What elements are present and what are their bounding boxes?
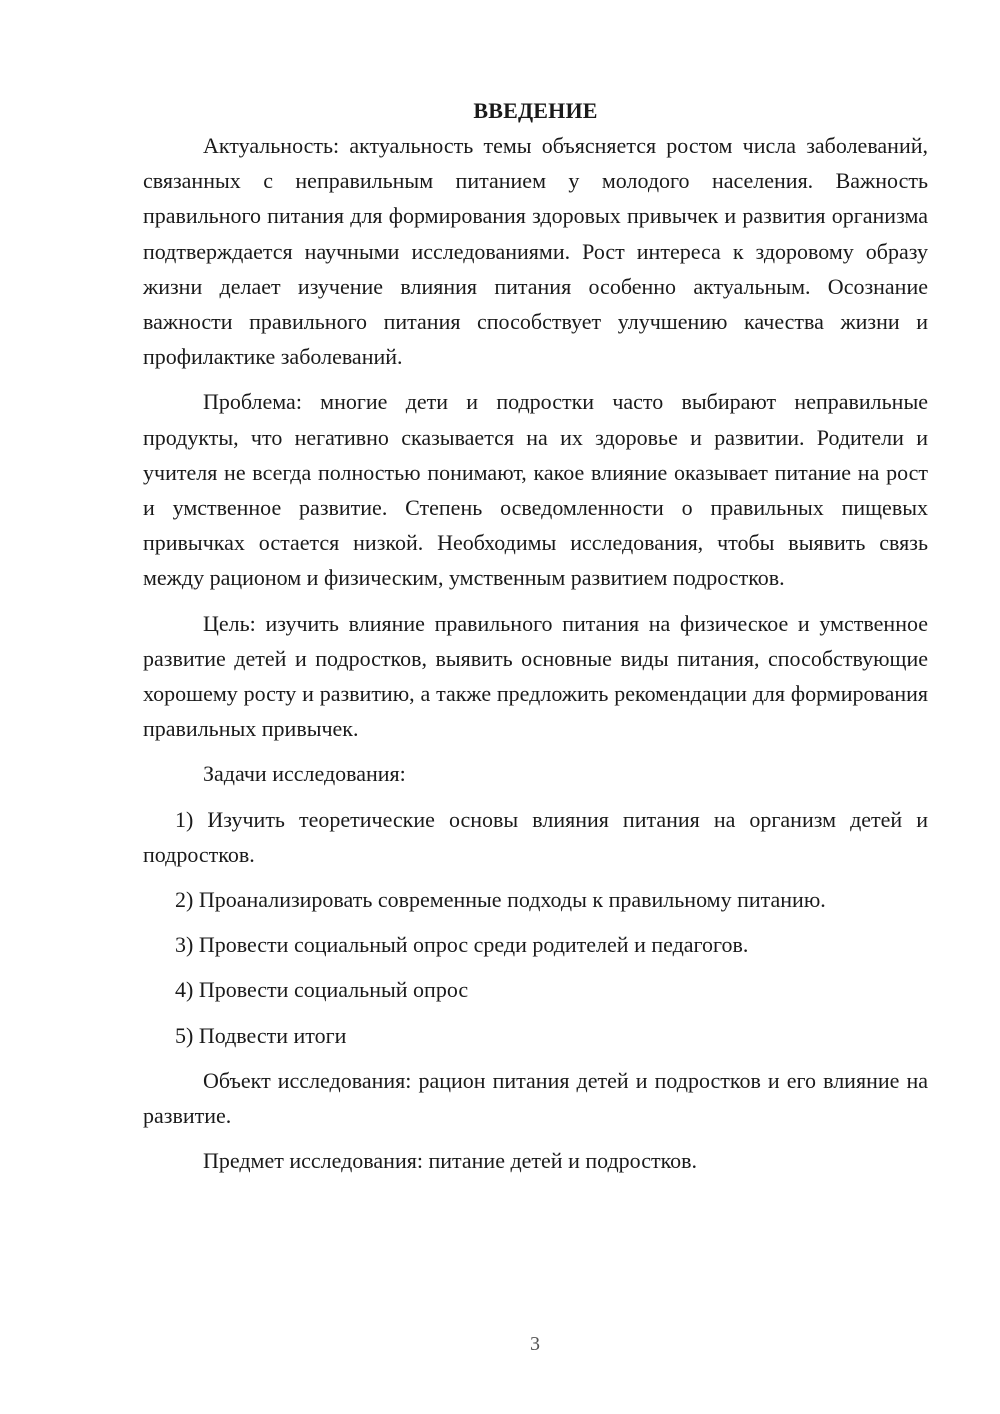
- paragraph-problem: Проблема: многие дети и подростки часто выбирают неправильные продукты, что негативно сказывается на их здоровье и развитии. Родители и учителя не всегда полностью понимают, какое влияние оказывает питание на рост и умственное развитие. Степень осведомленности о правильных пищевых привычках остается низкой. Необходимы исследования, чтобы выявить связь между рационом и физическим, умственным развитием подростков.: [143, 389, 928, 591]
- task-item-1: 1) Изучить теоретические основы влияния питания на организм детей и подростков.: [143, 806, 928, 867]
- task-item-2: 2) Проанализировать современные подходы к правильному питанию.: [175, 887, 826, 913]
- task-item-3: 3) Провести социальный опрос среди родителей и педагогов.: [175, 932, 749, 958]
- page-number: 3: [530, 1333, 540, 1355]
- document-page: [143, 93, 928, 1188]
- paragraph-goal: Цель: изучить влияние правильного питания на физическое и умственное развитие детей и подростков, выявить основные виды питания, способствующие хорошему росту и развитию, а также предложить рекомендации для формирования правильных привычек.: [143, 610, 928, 742]
- paragraph-object: Объект исследования: рацион питания детей и подростков и его влияние на развитие.: [143, 1067, 928, 1129]
- task-item-4: 4) Провести социальный опрос: [175, 977, 469, 1003]
- page-title: ВВЕДЕНИЕ: [473, 98, 598, 123]
- paragraph-relevance: Актуальность: актуальность темы объясняется ростом числа заболеваний, связанных с неправильным питанием у молодого населения. Важность правильного питания для формирования здоровых привычек и развития организма подтверждается научными исследованиями. Рост интереса к здоровому образу жизни делает изучение влияния питания особенно актуальным. Осознание важности правильного питания способствует улучшению качества жизни и профилактике заболеваний.: [143, 133, 928, 370]
- paragraph-subject: Предмет исследования: питание детей и подростков.: [203, 1148, 698, 1174]
- task-item-5: 5) Подвести итоги: [175, 1022, 347, 1048]
- tasks-heading: Задачи исследования:: [203, 761, 406, 787]
